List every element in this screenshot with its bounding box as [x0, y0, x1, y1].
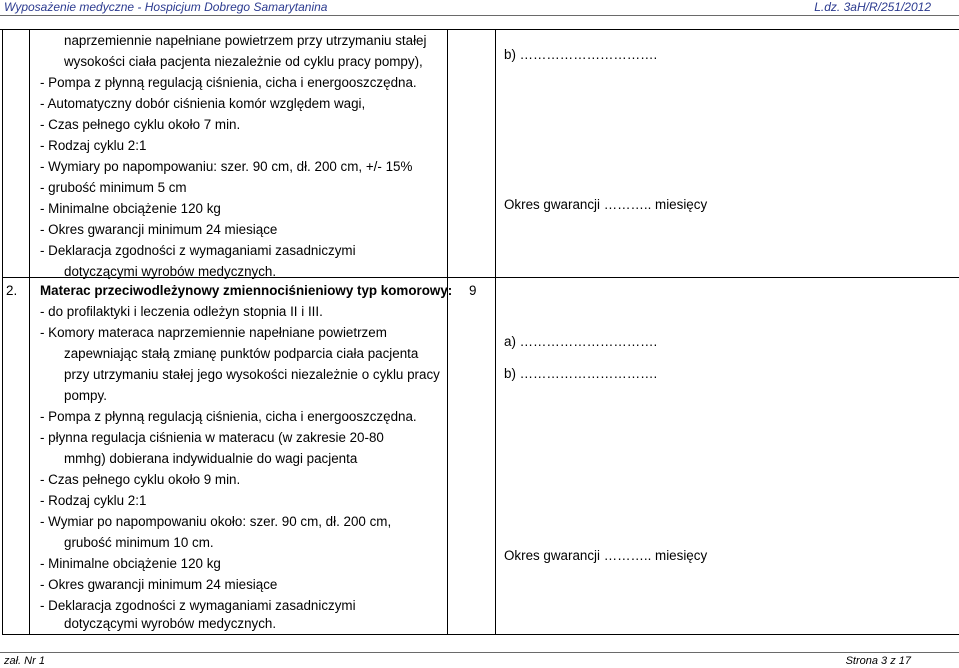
row2-line: - płynna regulacja ciśnienia w materacu (w zakresie 20-80 [40, 430, 384, 445]
table-border-bottom [2, 634, 959, 635]
table-col-divider-2 [29, 29, 30, 635]
row2-line: dotyczącymi wyrobów medycznych. [64, 616, 277, 631]
row2-line: - Pompa z płynną regulacją ciśnienia, cicha i energooszczędna. [40, 409, 417, 424]
row1-line: - Rodzaj cyklu 2:1 [40, 138, 147, 153]
header-divider [0, 15, 959, 16]
row1-line: - Okres gwarancji minimum 24 miesiące [40, 222, 278, 237]
row2-line: - do profilaktyki i leczenia odleżyn stopnia II i III. [40, 304, 323, 319]
row2-line: przy utrzymaniu stałej jego wysokości niezależnie o cyklu pracy [64, 367, 440, 382]
row1-line: - Czas pełnego cyklu około 7 min. [40, 117, 241, 132]
row1-warranty: Okres gwarancji ……….. miesięcy [504, 197, 708, 212]
table-col-divider-3 [447, 29, 448, 635]
row2-quantity: 9 [469, 283, 477, 298]
header-title: Wyposażenie medyczne - Hospicjum Dobrego Samarytanina [4, 0, 328, 14]
row2-line: grubość minimum 10 cm. [64, 535, 214, 550]
row2-warranty: Okres gwarancji ……….. miesięcy [504, 548, 708, 563]
row1-line: - grubość minimum 5 cm [40, 180, 187, 195]
row1-line: - Deklaracja zgodności z wymaganiami zasadniczymi [40, 243, 356, 258]
row2-line: mmhg) dobierana indywidualnie do wagi pacjenta [64, 451, 358, 466]
row2-line: zapewniając stałą zmianę punktów podparcia ciała pacjenta [64, 346, 419, 361]
row1-line: naprzemiennie napełniane powietrzem przy utrzymaniu stałej [64, 33, 427, 48]
header-reference: L.dz. 3aH/R/251/2012 [814, 0, 931, 14]
footer-page-number: Strona 3 z 17 [845, 655, 911, 667]
row2-line: - Deklaracja zgodności z wymaganiami zasadniczymi [40, 598, 356, 613]
row2-answer-a: a) …………………………. [504, 334, 658, 349]
row2-line: - Minimalne obciążenie 120 kg [40, 556, 221, 571]
row2-line: - Czas pełnego cyklu około 9 min. [40, 472, 241, 487]
footer-divider [0, 652, 959, 653]
row1-line: wysokości ciała pacjenta niezależnie od cyklu pracy pompy), [64, 54, 423, 69]
row1-answer-b: b) …………………………. [504, 47, 658, 62]
row1-line: dotyczącymi wyrobów medycznych. [64, 264, 277, 279]
row2-line: pompy. [64, 388, 107, 403]
row1-line: - Minimalne obciążenie 120 kg [40, 201, 221, 216]
row2-line: - Komory materaca naprzemiennie napełniane powietrzem [40, 325, 387, 340]
row2-line: - Okres gwarancji minimum 24 miesiące [40, 577, 278, 592]
table-col-divider-1 [2, 29, 3, 635]
row1-line: - Automatyczny dobór ciśnienia komór względem wagi, [40, 96, 366, 111]
row2-number: 2. [6, 283, 18, 298]
row2-answer-b: b) …………………………. [504, 366, 658, 381]
row2-line: - Wymiar po napompowaniu około: szer. 90 cm, dł. 200 cm, [40, 514, 392, 529]
row1-line: - Wymiary po napompowaniu: szer. 90 cm, dł. 200 cm, +/- 15% [40, 159, 413, 174]
row2-title: Materac przeciwodleżynowy zmiennociśnieniowy typ komorowy: [40, 283, 453, 298]
row1-line: - Pompa z płynną regulacją ciśnienia, cicha i energooszczędna. [40, 75, 417, 90]
table-col-divider-4 [495, 29, 496, 635]
row2-line: - Rodzaj cyklu 2:1 [40, 493, 147, 508]
footer-attachment: zał. Nr 1 [4, 655, 45, 667]
